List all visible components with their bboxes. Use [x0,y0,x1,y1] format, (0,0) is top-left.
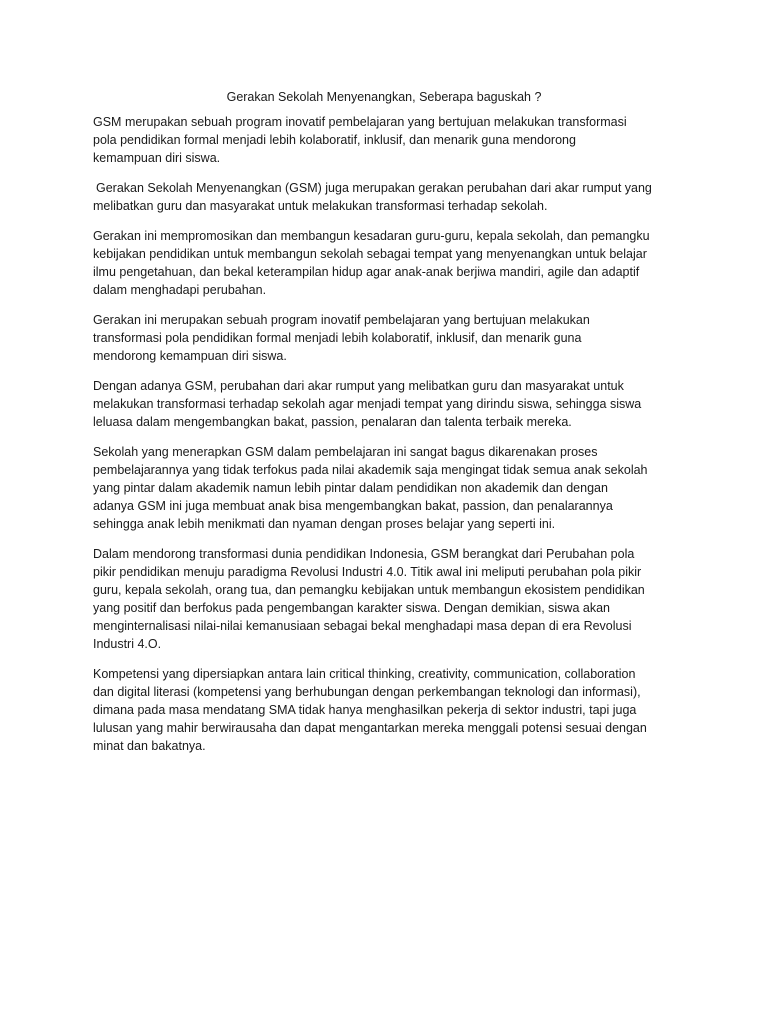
paragraph-1: GSM merupakan sebuah program inovatif pembelajaran yang bertujuan melakukan transformasi pola pendidikan formal menjadi lebih kolaboratif, inklusif, dan menarik guna mendorong kemampuan diri siswa. [93,115,627,165]
document-title: Gerakan Sekolah Menyenangkan, Seberapa baguskah ? [226,90,542,104]
paragraph-3: Gerakan ini mempromosikan dan membangun kesadaran guru-guru, kepala sekolah, dan pemangku kebijakan pendidikan untuk membangun sekolah sebagai tempat yang menyenangkan untuk belajar ilmu pengetahuan, dan bekal keterampilan hidup agar anak-anak berjiwa mandiri, agile dan adaptif dalam menghadapi perubahan. [93,229,650,297]
paragraph-7: Dalam mendorong transformasi dunia pendidikan Indonesia, GSM berangkat dari Perubahan pola pikir pendidikan menuju paradigma Revolusi Industri 4.0. Titik awal ini meliputi perubahan pola pikir guru, kepala sekolah, orang tua, dan pemangku kebijakan untuk membangun ekosistem pendidikan yang positif dan berfokus pada pengembangan karakter siswa. Dengan demikian, siswa akan menginternalisasi nilai-nilai kemanusiaan sebagai bekal menghadapi masa depan di era Revolusi Industri 4.O. [93,547,645,651]
paragraph-5: Dengan adanya GSM, perubahan dari akar rumput yang melibatkan guru dan masyarakat untuk melakukan transformasi terhadap sekolah agar menjadi tempat yang dirindu siswa, sehingga siswa leluasa dalam mengembangkan bakat, passion, penalaran dan talenta terbaik mereka. [93,379,642,429]
paragraph-4: Gerakan ini merupakan sebuah program inovatif pembelajaran yang bertujuan melakukan transformasi pola pendidikan formal menjadi lebih kolaboratif, inklusif, dan menarik guna mendorong kemampuan diri siswa. [93,313,590,363]
paragraph-2: Gerakan Sekolah Menyenangkan (GSM) juga merupakan gerakan perubahan dari akar rumput yang melibatkan guru dan masyarakat untuk melakukan transformasi terhadap sekolah. [93,181,652,213]
paragraph-8: Kompetensi yang dipersiapkan antara lain critical thinking, creativity, communication, collaboration dan digital literasi (kompetensi yang berhubungan dengan perkembangan teknologi dan informasi), dimana pada masa mendatang SMA tidak hanya menghasilkan pekerja di sektor industri, tapi juga lulusan yang mahir berwirausaha dan dapat mengantarkan mereka menggali potensi sesuai dengan minat dan bakatnya. [93,667,647,753]
document-body [93,113,673,767]
paragraph-6: Sekolah yang menerapkan GSM dalam pembelajaran ini sangat bagus dikarenakan proses pembelajarannya yang tidak terfokus pada nilai akademik saja mengingat tidak semua anak sekolah yang pintar dalam akademik namun lebih pintar dalam pendidikan non akademik dan dengan adanya GSM ini juga membuat anak bisa mengembangkan bakat, passion, dan penalarannya sehingga anak lebih menikmati dan nyaman dengan proses belajar yang seperti ini. [93,445,648,531]
